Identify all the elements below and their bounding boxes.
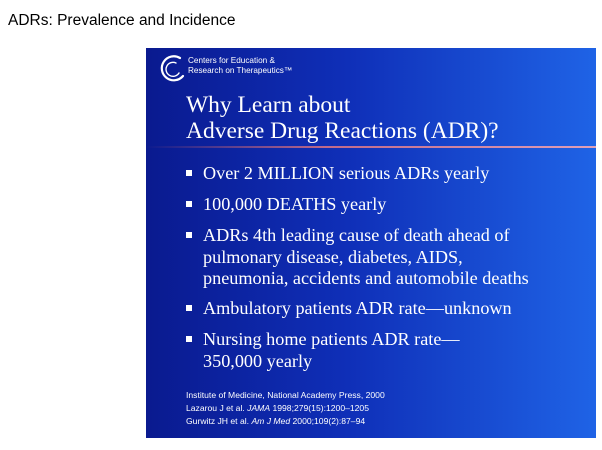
bullet-text: 100,000 DEATHS yearly xyxy=(203,194,387,214)
bullet-item xyxy=(186,163,586,185)
logo-text-line-2: Research on Therapeutics™ xyxy=(188,66,293,75)
title-divider xyxy=(146,146,596,148)
bullet-text: Nursing home patients ADR rate— xyxy=(203,329,460,349)
reference-line xyxy=(186,390,385,401)
bullet-item xyxy=(186,298,586,320)
bullet-square-icon xyxy=(186,232,192,238)
bullet-square-icon xyxy=(186,170,192,176)
slide-title-line-1: Why Learn about xyxy=(186,92,351,118)
page-heading: ADRs: Prevalence and Incidence xyxy=(8,12,236,29)
reference-text: 1998;279(15):1200–1205 xyxy=(270,403,369,413)
bullet-text: pneumonia, accidents and automobile deaths xyxy=(203,268,529,288)
bullet-text: Over 2 MILLION serious ADRs yearly xyxy=(203,163,490,183)
reference-journal: JAMA xyxy=(247,403,271,413)
reference-text: Lazarou J et al. xyxy=(186,403,248,413)
reference-text: Institute of Medicine, National Academy Press, 2000 xyxy=(186,390,385,400)
bullet-text: Ambulatory patients ADR rate—unknown xyxy=(203,298,512,318)
reference-text: Gurwitz JH et al. xyxy=(186,416,252,426)
slide xyxy=(146,48,596,438)
bullet-item xyxy=(186,225,586,290)
bullet-text: ADRs 4th leading cause of death ahead of xyxy=(203,225,510,245)
reference-text: 2000;109(2):87–94 xyxy=(290,416,366,426)
bullet-item xyxy=(186,194,586,216)
bullet-text: pulmonary disease, diabetes, AIDS, xyxy=(203,246,463,267)
bullet-text: 350,000 yearly xyxy=(203,350,313,371)
reference-journal: Am J Med xyxy=(251,416,291,426)
bullet-item xyxy=(186,329,586,372)
reference-line xyxy=(186,403,369,414)
logo-text-line-1: Centers for Education & xyxy=(188,56,275,65)
bullet-square-icon xyxy=(186,305,192,311)
slide-title-line-2: Adverse Drug Reactions (ADR)? xyxy=(186,118,499,144)
bullet-square-icon xyxy=(186,336,192,342)
bullet-square-icon xyxy=(186,201,192,207)
cert-logo-icon xyxy=(158,54,188,84)
reference-line xyxy=(186,416,365,427)
